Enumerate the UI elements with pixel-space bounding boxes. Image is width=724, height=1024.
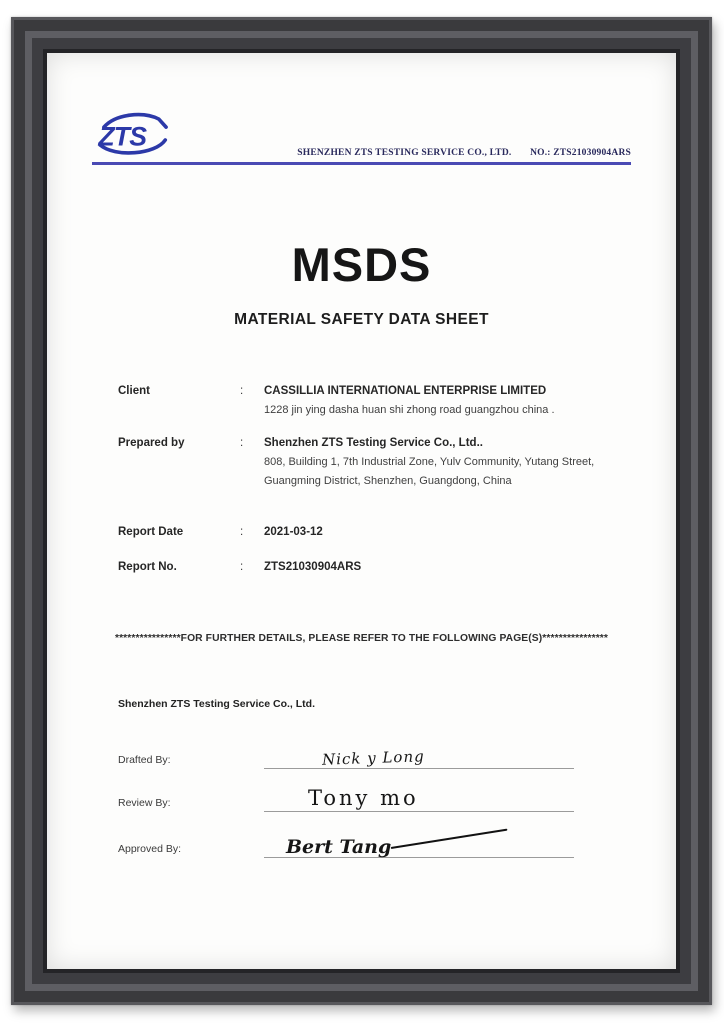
approved-by-row	[118, 823, 631, 858]
drafted-by-row	[118, 734, 631, 769]
drafted-by-label: Drafted By:	[118, 754, 171, 766]
prepared-by-address-2: Guangming District, Shenzhen, Guangdong, China	[264, 475, 512, 487]
report-date-value: 2021-03-12	[264, 526, 323, 538]
prepared-by-address-1: 808, Building 1, 7th Industrial Zone, Yulv Community, Yutang Street,	[264, 456, 595, 468]
document-subtitle: MATERIAL SAFETY DATA SHEET	[234, 311, 489, 328]
review-by-row	[118, 777, 631, 812]
review-by-signature: Tony mo	[308, 786, 419, 810]
picture-frame	[11, 17, 712, 1005]
approved-by-label: Approved By:	[118, 843, 182, 855]
prepared-by-name: Shenzhen ZTS Testing Service Co., Ltd..	[264, 437, 483, 449]
report-no-label: Report No.	[118, 561, 177, 573]
client-name: CASSILLIA INTERNATIONAL ENTERPRISE LIMITED	[264, 385, 547, 397]
client-address: 1228 jin ying dasha huan shi zhong road guangzhou china .	[264, 404, 555, 416]
drafted-by-signature-line	[264, 734, 574, 769]
signoff-section	[92, 698, 631, 858]
report-info-section	[92, 384, 631, 575]
separator: :	[240, 437, 244, 449]
report-no-value: ZTS21030904ARS	[264, 561, 362, 573]
header-company-name: SHENZHEN ZTS TESTING SERVICE CO., LTD.	[297, 148, 512, 158]
zts-logo-text: ZTS	[98, 121, 147, 152]
client-label: Client	[118, 385, 150, 397]
report-date-row	[118, 525, 631, 540]
header-report-no: NO.: ZTS21030904ARS	[530, 148, 631, 158]
prepared-by-row	[118, 436, 631, 491]
document-header	[92, 111, 631, 165]
client-row	[118, 384, 631, 420]
separator: :	[240, 385, 244, 397]
certificate-paper	[47, 53, 676, 969]
report-date-label: Report Date	[118, 526, 184, 538]
approved-by-signature: Bert Tang	[286, 836, 392, 858]
review-by-signature-line	[264, 777, 574, 812]
header-company-line	[297, 148, 631, 161]
further-details-notice: ****************FOR FURTHER DETAILS, PLEASE REFER TO THE FOLLOWING PAGE(S)****************	[114, 633, 609, 644]
approved-by-signature-line	[264, 823, 574, 858]
separator: :	[240, 526, 244, 538]
report-no-row	[118, 560, 631, 575]
zts-logo-icon	[92, 111, 174, 161]
document-title: MSDS	[291, 238, 432, 291]
drafted-by-signature: Nick y Long	[321, 747, 425, 769]
separator: :	[240, 561, 244, 573]
prepared-by-label: Prepared by	[118, 437, 185, 449]
review-by-label: Review By:	[118, 797, 171, 809]
signoff-company-name: Shenzhen ZTS Testing Service Co., Ltd.	[118, 698, 315, 710]
